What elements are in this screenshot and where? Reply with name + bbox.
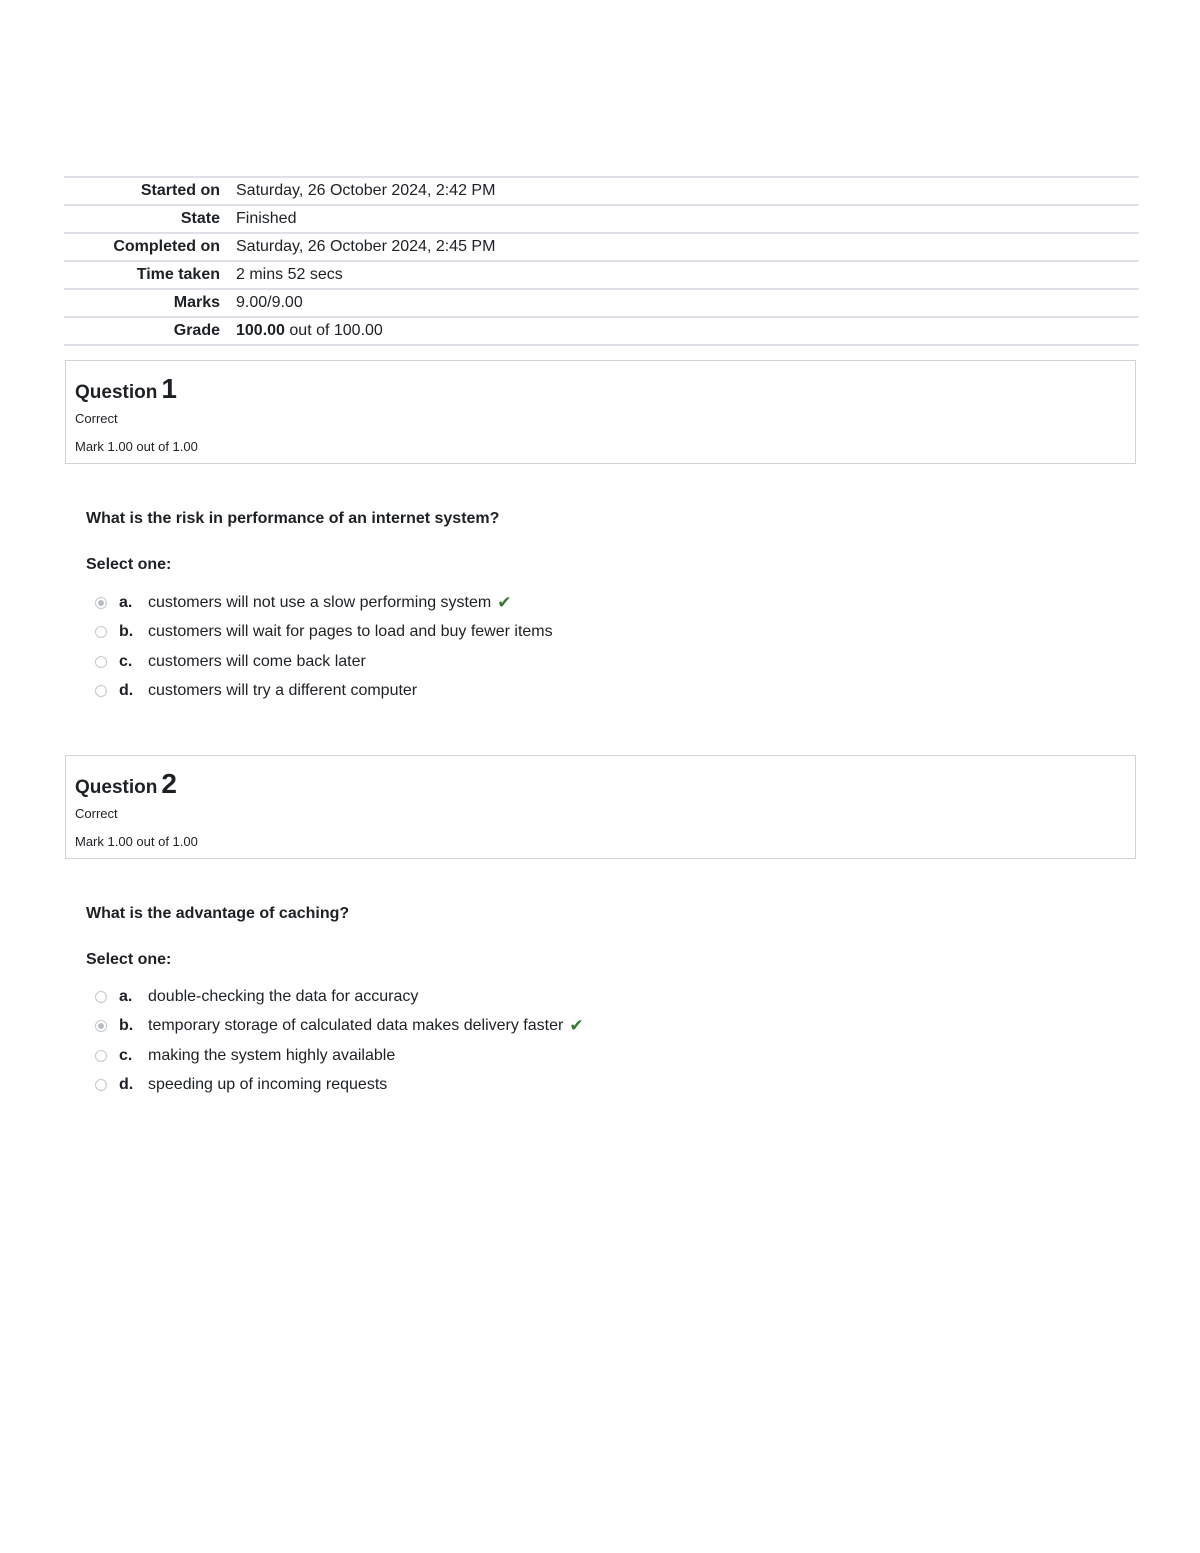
answer-letter: b.: [119, 623, 134, 641]
radio-button[interactable]: [95, 685, 107, 697]
select-prompt: Select one:: [86, 951, 172, 968]
radio-button[interactable]: [95, 597, 107, 609]
answer-letter: c.: [119, 652, 133, 670]
answer-letter: a.: [119, 987, 133, 1005]
question-state: Correct: [75, 806, 118, 821]
summary-row-completed: [64, 232, 1139, 260]
answer-option-d[interactable]: [95, 1071, 584, 1101]
answer-list: [95, 588, 553, 706]
summary-row-started: [64, 176, 1139, 204]
answer-text: double-checking the data for accuracy: [148, 987, 419, 1005]
summary-row-time-taken: [64, 260, 1139, 288]
answer-text: customers will wait for pages to load and buy fewer items: [148, 623, 553, 641]
question-number: 1: [161, 373, 177, 404]
question-label: Question: [75, 382, 158, 403]
answer-option-a[interactable]: [95, 588, 553, 618]
question-title: [75, 768, 1135, 800]
radio-button[interactable]: [95, 991, 107, 1003]
grade-total: out of 100.00: [289, 322, 383, 339]
question-label: Question: [75, 777, 158, 798]
summary-value: 2 mins 52 secs: [236, 266, 343, 283]
attempt-summary: [64, 176, 1139, 346]
question-title: [75, 373, 1135, 405]
summary-row-state: [64, 204, 1139, 232]
radio-button[interactable]: [95, 1079, 107, 1091]
answer-option-c[interactable]: [95, 647, 553, 677]
answer-text: customers will try a different computer: [148, 682, 418, 700]
summary-value: [236, 322, 383, 340]
question-grade: Mark 1.00 out of 1.00: [75, 834, 198, 849]
grade-score: 100.00: [236, 322, 285, 339]
question-info-2: [65, 755, 1136, 859]
select-prompt: Select one:: [86, 556, 172, 573]
radio-button[interactable]: [95, 1020, 107, 1032]
answer-option-d[interactable]: [95, 677, 553, 707]
summary-row-marks: [64, 288, 1139, 316]
question-number: 2: [161, 768, 177, 799]
answer-list: [95, 982, 584, 1100]
question-grade: Mark 1.00 out of 1.00: [75, 439, 198, 454]
answer-letter: c.: [119, 1046, 133, 1064]
answer-text: making the system highly available: [148, 1046, 396, 1064]
answer-letter: d.: [119, 1076, 134, 1094]
answer-option-b[interactable]: [95, 618, 553, 648]
answer-option-a[interactable]: [95, 982, 584, 1012]
answer-text: customers will not use a slow performing system: [148, 593, 492, 611]
check-icon: ✔: [569, 1016, 584, 1036]
answer-letter: d.: [119, 682, 134, 700]
check-icon: ✔: [497, 592, 512, 612]
answer-option-b[interactable]: [95, 1012, 584, 1042]
radio-button[interactable]: [95, 1050, 107, 1062]
radio-button[interactable]: [95, 656, 107, 668]
summary-value: 9.00/9.00: [236, 294, 303, 311]
summary-value: Saturday, 26 October 2024, 2:45 PM: [236, 238, 496, 255]
question-info-1: [65, 360, 1136, 464]
answer-option-c[interactable]: [95, 1041, 584, 1071]
answer-text: customers will come back later: [148, 652, 366, 670]
question-text: What is the advantage of caching?: [86, 905, 350, 922]
summary-label: Marks: [173, 294, 220, 311]
summary-label: Grade: [173, 322, 220, 339]
summary-label: Time taken: [136, 266, 220, 283]
summary-label: State: [180, 210, 220, 227]
answer-letter: a.: [119, 593, 133, 611]
summary-label: Started on: [140, 182, 220, 199]
question-state: Correct: [75, 411, 118, 426]
answer-text: temporary storage of calculated data makes delivery faster: [148, 1017, 564, 1035]
summary-row-grade: [64, 316, 1139, 346]
answer-letter: b.: [119, 1017, 134, 1035]
question-text: What is the risk in performance of an internet system?: [86, 510, 500, 527]
summary-label: Completed on: [113, 238, 220, 255]
radio-button[interactable]: [95, 626, 107, 638]
summary-value: Saturday, 26 October 2024, 2:42 PM: [236, 182, 496, 199]
answer-text: speeding up of incoming requests: [148, 1076, 388, 1094]
summary-value: Finished: [236, 210, 297, 227]
